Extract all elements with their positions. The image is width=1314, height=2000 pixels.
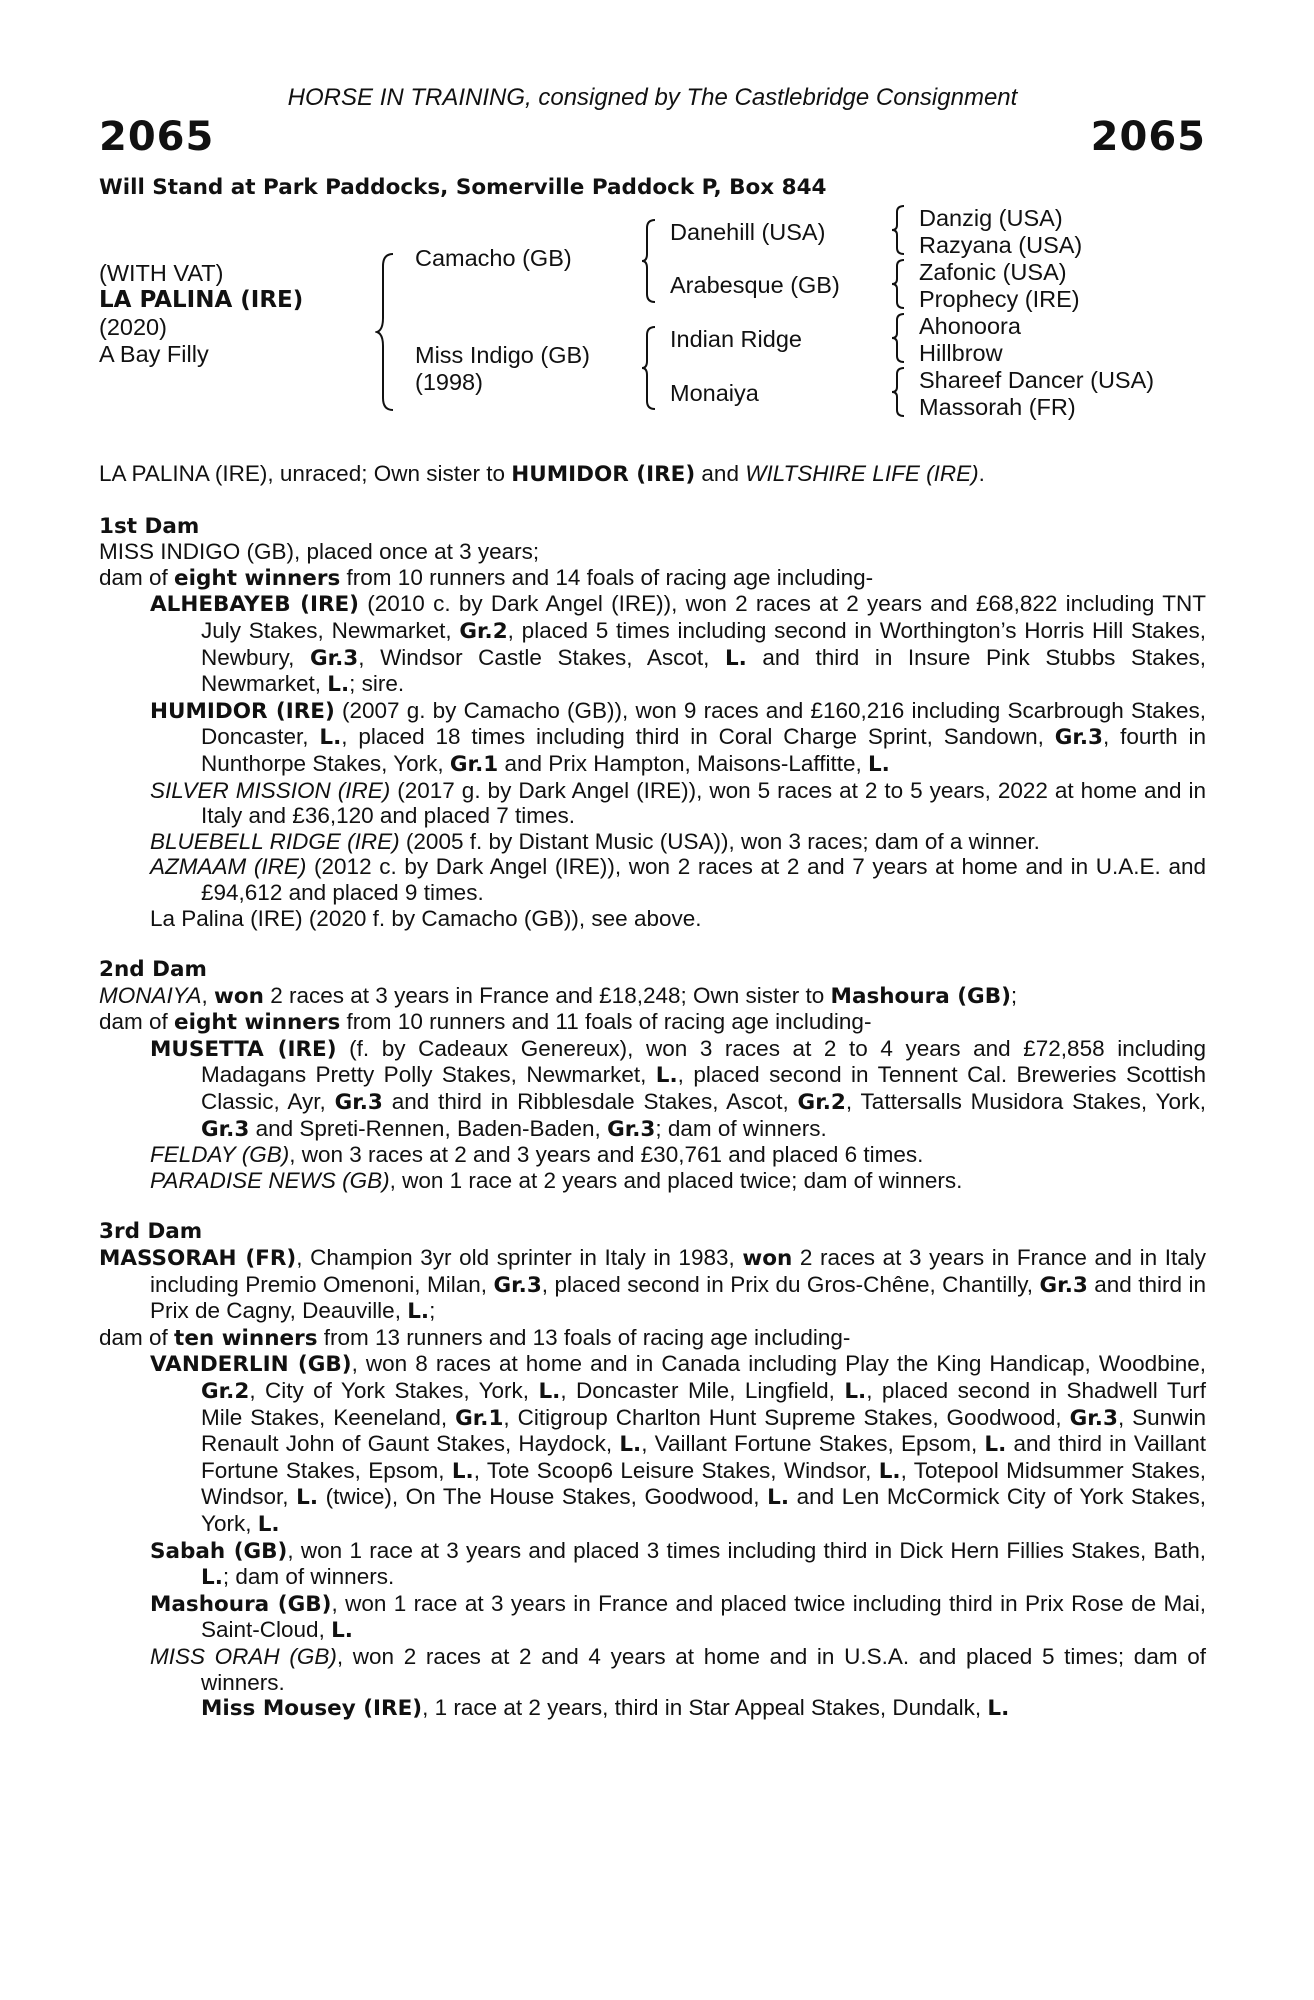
- progeny-vanderlin: [99, 1351, 1206, 1537]
- text: , placed 18 times including third in Coral Charge Sprint, Sandown,: [341, 724, 1055, 750]
- ds-dam: Hillbrow: [919, 340, 1003, 366]
- race-grade: L.: [319, 725, 342, 751]
- text: (f. by Cadeaux Genereux), won 3 races at 2 to 4 years and £72,858 including Madagans Pretty Polly Stakes, Newmarket,: [201, 1035, 1207, 1088]
- progeny-name: Miss Mousey (IRE): [201, 1696, 423, 1722]
- text: , fourth in Nunthorpe Stakes, York,: [201, 724, 1206, 776]
- second-dam-heading: 2nd Dam: [99, 957, 207, 983]
- text: and Spreti-Rennen, Baden-Baden,: [249, 1115, 608, 1141]
- text: from 13 runners and 13 foals of racing age including-: [317, 1324, 851, 1350]
- text: , won 1 race at 3 years and placed 3 times including third in Dick Hern Fillies Stakes, Bath,: [287, 1537, 1206, 1563]
- text: , City of York Stakes, York,: [249, 1378, 539, 1403]
- text: , won 1 race at 2 years and placed twice; dam of winners.: [389, 1167, 963, 1193]
- race-grade: L.: [878, 1458, 901, 1484]
- progeny-bluebell-ridge: [99, 829, 1206, 855]
- text: and Prix Hampton, Maisons-Laffitte,: [498, 750, 868, 776]
- race-grade: Gr.1: [449, 751, 499, 777]
- race-grade: L.: [987, 1696, 1010, 1722]
- sire-dam: Arabesque (GB): [670, 272, 840, 298]
- intro-text: .: [978, 461, 985, 486]
- text: from 10 runners and 14 foals of racing age including-: [340, 564, 874, 590]
- winners-count: eight winners: [174, 565, 341, 591]
- intro-humidor: HUMIDOR (IRE): [511, 462, 696, 487]
- text: , Tote Scoop6 Leisure Stakes, Windsor,: [473, 1457, 879, 1483]
- lot-number-left: 2065: [99, 114, 215, 160]
- intro-text: and: [695, 461, 746, 486]
- ss-dam: Razyana (USA): [919, 232, 1083, 258]
- race-grade: Gr.3: [309, 645, 359, 671]
- race-grade: Gr.3: [607, 1116, 656, 1142]
- text: , Totepool Midsummer Stakes, Windsor,: [201, 1457, 1206, 1510]
- horse-name: LA PALINA (IRE): [99, 287, 304, 313]
- race-grade: L.: [327, 672, 350, 698]
- race-grade: L.: [451, 1458, 474, 1484]
- text: ;: [429, 1298, 436, 1324]
- text: and third in Prix de Cagny, Deauville,: [150, 1271, 1207, 1324]
- progeny-silver-mission: [99, 778, 1206, 829]
- progeny-humidor: [99, 698, 1206, 778]
- text: , won 8 races at home and in Canada including Play the King Handicap, Woodbine,: [351, 1351, 1206, 1377]
- text: , Sunwin Renault John of Gaunt Stakes, Haydock,: [201, 1404, 1206, 1457]
- won-label: won: [214, 983, 264, 1009]
- text: ,: [201, 982, 215, 1008]
- first-dam-line: MISS INDIGO (GB), placed once at 3 years;: [99, 539, 540, 565]
- text: , won 3 races at 2 and 3 years and £30,761 and placed 6 times.: [289, 1142, 924, 1168]
- text: , 1 race at 2 years, third in Star Appeal Stakes, Dundalk,: [422, 1695, 988, 1721]
- text: (2007 g. by Camacho (GB)), won 9 races and £160,216 including Scarbrough Stakes, Doncaster,: [201, 697, 1206, 750]
- dam-dam: Monaiya: [670, 380, 759, 406]
- stand-location: Will Stand at Park Paddocks, Somerville Paddock P, Box 844: [99, 175, 827, 200]
- progeny-name: ALHEBAYEB (IRE): [150, 592, 360, 618]
- intro-paragraph: [99, 461, 1206, 488]
- text: (2010 c. by Dark Angel (IRE)), won 2 races at 2 years and £68,822 including TNT July Stakes, Newmarket,: [201, 591, 1206, 643]
- catalogue-body: [99, 461, 1206, 1722]
- ds-sire: Ahonoora: [919, 313, 1021, 339]
- ss-sire: Danzig (USA): [919, 205, 1063, 231]
- text: and third in Vaillant Fortune Stakes, Epsom,: [201, 1431, 1206, 1483]
- lot-number-right: 2065: [1090, 114, 1206, 160]
- race-grade: L.: [201, 1565, 223, 1591]
- progeny-miss-orah: [99, 1644, 1206, 1695]
- progeny-felday: [99, 1142, 1206, 1168]
- dam-sire: Indian Ridge: [670, 326, 802, 352]
- progeny-name: SILVER MISSION (IRE): [150, 777, 391, 803]
- dam-name: MASSORAH (FR): [99, 1246, 297, 1272]
- won-label: won: [742, 1246, 793, 1272]
- progeny-name: VANDERLIN (GB): [150, 1352, 352, 1378]
- race-grade: L.: [296, 1485, 318, 1511]
- race-grade: Gr.3: [493, 1272, 542, 1298]
- race-grade: L.: [257, 1511, 280, 1537]
- text: ; sire.: [349, 671, 405, 697]
- text: , placed second in Shadwell Turf Mile Stakes, Keeneland,: [201, 1378, 1206, 1430]
- race-grade: Gr.1: [455, 1405, 504, 1431]
- race-grade: Gr.3: [1069, 1405, 1118, 1431]
- progeny-name: Sabah (GB): [150, 1538, 288, 1564]
- text: (2005 f. by Distant Music (USA)), won 3 races; dam of a winner.: [399, 828, 1040, 854]
- dam-name: Miss Indigo (GB): [415, 342, 590, 368]
- race-grade: L.: [844, 1379, 867, 1404]
- sd-dam: Prophecy (IRE): [919, 286, 1080, 312]
- text: , Vaillant Fortune Stakes, Epsom,: [641, 1431, 985, 1457]
- third-dam-heading: 3rd Dam: [99, 1219, 203, 1245]
- text: and Len McCormick City of York Stakes, York,: [201, 1484, 1207, 1536]
- progeny-paradise-news: [99, 1168, 1206, 1194]
- third-dam-produce: [99, 1325, 1206, 1352]
- sire-sire: Danehill (USA): [670, 219, 826, 245]
- race-grade: L.: [984, 1432, 1007, 1458]
- race-grade: L.: [867, 751, 890, 777]
- text: , Champion 3yr old sprinter in Italy in 1983,: [296, 1245, 743, 1271]
- progeny-name: MISS ORAH (GB): [150, 1643, 337, 1669]
- horse-description: A Bay Filly: [99, 341, 209, 367]
- progeny-name: FELDAY (GB): [150, 1142, 290, 1168]
- dd-dam: Massorah (FR): [919, 394, 1076, 420]
- race-grade: Gr.3: [201, 1116, 250, 1142]
- text: (2017 g. by Dark Angel (IRE)), won 5 races at 2 to 5 years, 2022 at home and in Italy and £36,120 and placed 7 times.: [201, 777, 1206, 829]
- foaling-year: (2020): [99, 314, 167, 340]
- progeny-name: AZMAAM (IRE): [150, 854, 307, 880]
- vat-label: (WITH VAT): [99, 260, 224, 286]
- text: from 10 runners and 11 foals of racing age including-: [340, 1009, 872, 1035]
- text: , Citigroup Charlton Hunt Supreme Stakes, Goodwood,: [503, 1404, 1070, 1430]
- dam-year: (1998): [415, 369, 483, 395]
- text: and third in Ribblesdale Stakes, Ascot,: [382, 1089, 798, 1115]
- progeny-name: HUMIDOR (IRE): [150, 698, 335, 724]
- pedigree-brace-5: [890, 258, 908, 310]
- text: , placed second in Prix du Gros-Chêne, Chantilly,: [541, 1271, 1040, 1297]
- progeny-musetta: [99, 1036, 1206, 1142]
- progeny-name: PARADISE NEWS (GB): [150, 1167, 390, 1193]
- progeny-name: BLUEBELL RIDGE (IRE): [150, 828, 400, 854]
- text: , placed 5 times including second in Worthington’s Horris Hill Stakes, Newbury,: [201, 617, 1206, 670]
- text: ; dam of winners.: [655, 1115, 827, 1141]
- second-dam-line: [99, 983, 1206, 1010]
- consignor-line: HORSE IN TRAINING, consigned by The Castlebridge Consignment: [287, 84, 1018, 111]
- text: ; dam of winners.: [222, 1564, 395, 1590]
- race-grade: L.: [538, 1379, 561, 1404]
- text: (2012 c. by Dark Angel (IRE)), won 2 races at 2 and 7 years at home and in U.A.E. and £94,612 and placed 9 times.: [201, 854, 1206, 905]
- race-grade: L.: [407, 1299, 430, 1325]
- text: dam of: [99, 564, 175, 590]
- dd-sire: Shareef Dancer (USA): [919, 367, 1155, 393]
- text: dam of: [99, 1009, 175, 1035]
- text: (twice), On The House Stakes, Goodwood,: [318, 1484, 768, 1510]
- progeny-name: Mashoura (GB): [150, 1591, 332, 1617]
- pedigree-brace-3: [640, 325, 660, 411]
- pedigree-brace-7: [890, 366, 908, 418]
- race-grade: Gr.3: [1054, 725, 1103, 751]
- catalogue-page: [99, 0, 1206, 2000]
- pedigree-brace-4: [890, 204, 908, 256]
- pedigree-brace-6: [890, 312, 908, 364]
- sister-name: Mashoura (GB): [830, 983, 1011, 1009]
- sd-sire: Zafonic (USA): [919, 259, 1067, 285]
- first-dam-produce: [99, 565, 1206, 592]
- pedigree-brace-1: [375, 252, 399, 412]
- text: , won 1 race at 3 years in France and placed twice including third in Prix Rose de Mai, Saint-Cloud,: [201, 1590, 1206, 1643]
- first-dam-heading: 1st Dam: [99, 513, 200, 539]
- text: , Windsor Castle Stakes, Ascot,: [358, 644, 725, 670]
- dam-name: MONAIYA: [99, 982, 202, 1008]
- progeny-alhebayeb: [99, 591, 1206, 697]
- text: 2 races at 3 years in France and £18,248; Own sister to: [264, 982, 831, 1008]
- race-grade: Gr.2: [459, 618, 508, 644]
- intro-wiltshire: WILTSHIRE LIFE (IRE): [745, 461, 979, 486]
- sire-name: Camacho (GB): [415, 245, 572, 271]
- race-grade: L.: [331, 1618, 353, 1644]
- text: dam of: [99, 1324, 175, 1350]
- race-grade: L.: [619, 1432, 642, 1458]
- progeny-name: MUSETTA (IRE): [150, 1036, 337, 1062]
- text: 2 races at 3 years in France and in Italy including Premio Omenoni, Milan,: [150, 1245, 1206, 1297]
- text: and third in Insure Pink Stubbs Stakes, Newmarket,: [201, 644, 1206, 697]
- progeny-sabah: [99, 1538, 1206, 1591]
- race-grade: Gr.3: [334, 1090, 383, 1116]
- race-grade: Gr.3: [1039, 1272, 1088, 1298]
- race-grade: L.: [655, 1063, 678, 1089]
- race-grade: Gr.2: [797, 1090, 846, 1116]
- progeny-la-palina: La Palina (IRE) (2020 f. by Camacho (GB)), see above.: [150, 905, 702, 931]
- text: ;: [1010, 982, 1018, 1008]
- text: , placed second in Tennent Cal. Breweries Scottish Classic, Ayr,: [201, 1062, 1206, 1115]
- intro-text: LA PALINA (IRE), unraced; Own sister to: [99, 461, 512, 486]
- text: , Doncaster Mile, Lingfield,: [560, 1378, 845, 1403]
- race-grade: L.: [767, 1485, 790, 1511]
- progeny-mashoura: [99, 1591, 1206, 1644]
- grandprogeny-miss-mousey: [99, 1695, 1206, 1722]
- winners-count: ten winners: [174, 1325, 318, 1351]
- winners-count: eight winners: [174, 1010, 341, 1036]
- progeny-azmaam: [99, 854, 1206, 905]
- third-dam-line: [99, 1245, 1206, 1325]
- race-grade: Gr.2: [201, 1379, 250, 1404]
- pedigree-brace-2: [640, 218, 660, 304]
- text: , won 2 races at 2 and 4 years at home and in U.S.A. and placed 5 times; dam of winners.: [201, 1643, 1207, 1695]
- race-grade: L.: [724, 645, 747, 671]
- second-dam-produce: [99, 1009, 1206, 1036]
- text: , Tattersalls Musidora Stakes, York,: [845, 1089, 1206, 1115]
